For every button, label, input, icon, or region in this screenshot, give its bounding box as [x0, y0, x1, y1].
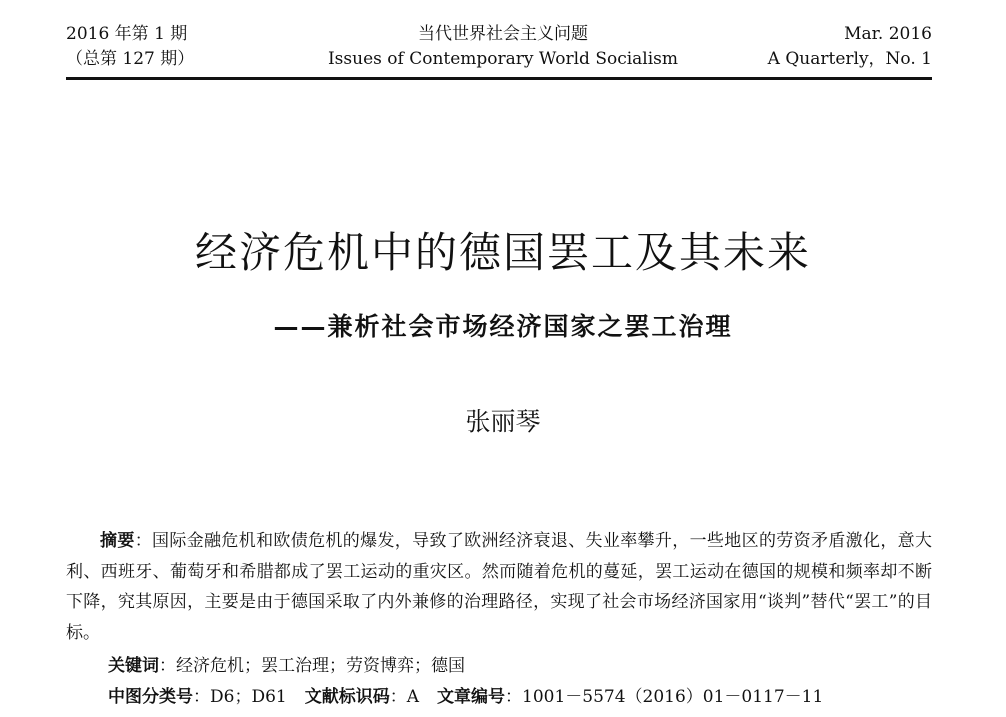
- abstract-paragraph: [66, 526, 932, 648]
- cumulative-issue-number: （总第 127 期）: [66, 49, 195, 69]
- journal-title-english: Issues of Contemporary World Socialism: [327, 49, 679, 69]
- keywords-text: ：经济危机；罢工治理；劳资博弈；德国: [159, 656, 465, 676]
- publication-frequency: A Quarterly，No. 1: [767, 49, 932, 69]
- issue-number: 2016 年第 1 期: [66, 24, 188, 44]
- clc-value: ：D6；D61: [193, 687, 287, 707]
- article-number-label: 文章编号: [437, 687, 505, 707]
- document-code-value: ：A: [389, 687, 419, 707]
- abstract-label: 摘要: [100, 531, 135, 551]
- article-subtitle: ——兼析社会市场经济国家之罢工治理: [273, 312, 733, 341]
- clc-label: 中图分类号: [108, 687, 193, 707]
- keywords-line: [108, 654, 465, 678]
- journal-title-chinese: 当代世界社会主义问题: [418, 24, 588, 44]
- article-number-value: ：1001－5574（2016）01－0117－11: [505, 687, 824, 707]
- classification-line: [108, 685, 823, 709]
- header-rule: [66, 77, 932, 80]
- abstract-section: [66, 526, 932, 648]
- article-title: 经济危机中的德国罢工及其未来: [194, 228, 811, 277]
- document-code-label: 文献标识码: [304, 687, 390, 707]
- journal-date-info: [768, 22, 932, 72]
- publication-date: Mar. 2016: [844, 24, 932, 44]
- keywords-label: 关键词: [108, 656, 159, 676]
- abstract-text: ：国际金融危机和欧债危机的爆发，导致了欧洲经济衰退、失业率攀升，一些地区的劳资矛盾激化，意大利、西班牙、葡萄牙和希腊都成了罢工运动的重灾区。然而随着危机的蔓延，罢工运动在德国的规模和频率却不断下降，究其原因，主要是由于德国采取了内外兼修的治理路径，实现了社会市场经济国家用“谈判”替代“罢工”的目标。: [66, 531, 933, 643]
- article-author: 张丽琴: [465, 407, 541, 436]
